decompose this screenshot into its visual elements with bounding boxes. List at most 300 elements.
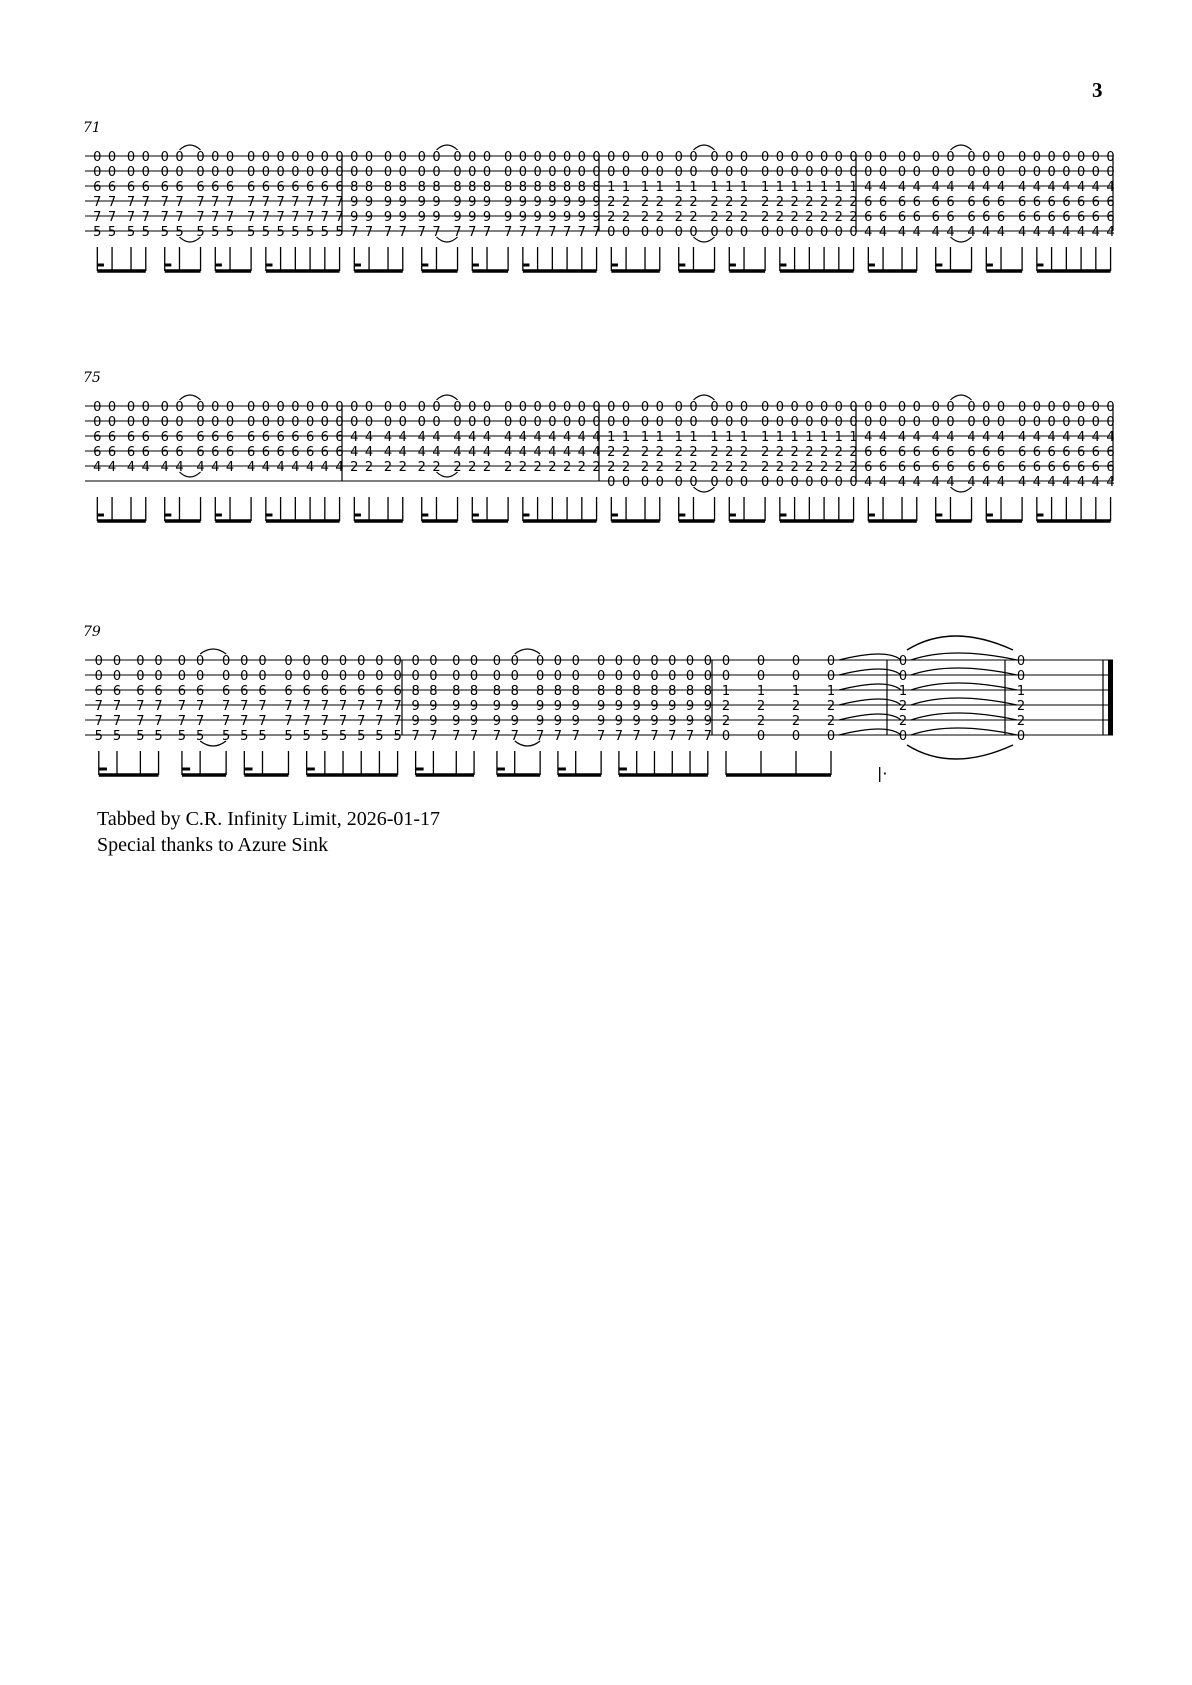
- fret-number: 0: [710, 475, 719, 490]
- fret-number: 7: [246, 210, 256, 225]
- fret-number: 6: [136, 684, 145, 699]
- fret-number: 0: [725, 165, 734, 180]
- fret-number: 5: [225, 225, 235, 240]
- fret-number: 0: [364, 150, 374, 165]
- fret-number: 6: [864, 445, 873, 460]
- fret-number: 0: [849, 150, 858, 165]
- fret-number: 6: [160, 180, 169, 195]
- fret-number: 0: [864, 150, 873, 165]
- fret-number: 6: [211, 445, 220, 460]
- fret-number: 0: [946, 150, 955, 165]
- fret-number: 4: [1076, 430, 1086, 445]
- fret-number: 0: [1047, 150, 1056, 165]
- fret-number: 7: [196, 210, 205, 225]
- fret-number: 6: [931, 445, 940, 460]
- fret-number: 0: [790, 150, 799, 165]
- fret-number: 0: [878, 415, 888, 430]
- fret-number: 7: [492, 729, 502, 744]
- fret-number: 0: [107, 150, 117, 165]
- fret-number: 6: [1017, 210, 1027, 225]
- fret-number: 7: [246, 195, 256, 210]
- fret-number: 0: [383, 150, 393, 165]
- fret-number: 7: [258, 699, 267, 714]
- fret-number: 0: [432, 165, 441, 180]
- fret-number: 6: [931, 460, 940, 475]
- fret-number: 4: [126, 460, 136, 475]
- fret-number: 0: [211, 165, 220, 180]
- fret-number: 2: [725, 445, 734, 460]
- fret-number: 8: [668, 684, 677, 699]
- fret-number: 6: [302, 684, 311, 699]
- fret-number: 0: [1062, 165, 1071, 180]
- fret-number: 7: [562, 225, 572, 240]
- fret-number: 5: [320, 225, 329, 240]
- fret-number: 7: [632, 729, 641, 744]
- fret-number: 6: [276, 180, 285, 195]
- fret-number: 2: [674, 210, 683, 225]
- fret-number: 0: [350, 400, 359, 415]
- fret-number: 4: [503, 430, 513, 445]
- fret-number: 4: [1062, 430, 1071, 445]
- fret-number: 4: [350, 430, 359, 445]
- fret-number: 9: [577, 210, 586, 225]
- fret-number: 6: [305, 180, 315, 195]
- fret-number: 2: [577, 460, 586, 475]
- fret-number: 0: [760, 400, 770, 415]
- fret-number: 1: [775, 180, 784, 195]
- fret-number: 6: [931, 210, 940, 225]
- fret-number: 2: [826, 699, 836, 714]
- fret-number: 7: [195, 699, 205, 714]
- fret-number: 6: [982, 445, 991, 460]
- fret-number: 2: [721, 714, 731, 729]
- fret-number: 7: [533, 225, 542, 240]
- fret-number: 2: [826, 714, 836, 729]
- fret-number: 2: [756, 699, 766, 714]
- fret-number: 0: [689, 150, 698, 165]
- fret-number: 7: [518, 225, 527, 240]
- fret-number: 1: [760, 430, 770, 445]
- fret-number: 6: [276, 445, 285, 460]
- fret-number: 7: [393, 714, 402, 729]
- fret-number: 9: [350, 195, 359, 210]
- fret-number: 7: [417, 225, 426, 240]
- fret-number: 0: [689, 225, 698, 240]
- fret-number: 0: [469, 654, 479, 669]
- fret-number: 0: [276, 400, 285, 415]
- fret-number: 0: [364, 165, 374, 180]
- fret-number: 8: [469, 684, 479, 699]
- fret-number: 9: [650, 714, 659, 729]
- fret-number: 9: [510, 714, 519, 729]
- fret-number: 0: [912, 165, 921, 180]
- fret-number: 9: [468, 195, 477, 210]
- fret-number: 0: [864, 400, 873, 415]
- fret-number: 8: [703, 684, 712, 699]
- tie-arc: [911, 653, 1017, 660]
- fret-number: 0: [982, 165, 991, 180]
- fret-number: 4: [982, 180, 991, 195]
- fret-number: 4: [1091, 225, 1100, 240]
- fret-number: 0: [1047, 415, 1056, 430]
- fret-number: 0: [468, 150, 477, 165]
- fret-number: 0: [320, 165, 329, 180]
- fret-number: 0: [592, 165, 601, 180]
- fret-number: 0: [357, 654, 366, 669]
- fret-number: 5: [291, 225, 300, 240]
- fret-number: 2: [1016, 699, 1026, 714]
- fret-number: 9: [469, 699, 479, 714]
- fret-number: 0: [548, 165, 557, 180]
- fret-number: 9: [571, 699, 580, 714]
- fret-number: 7: [302, 714, 311, 729]
- fret-number: 4: [996, 180, 1006, 195]
- fret-number: 7: [393, 699, 402, 714]
- fret-number: 9: [614, 699, 624, 714]
- fret-number: 4: [878, 430, 888, 445]
- fret-number: 7: [211, 210, 220, 225]
- fret-number: 4: [897, 225, 907, 240]
- fret-number: 4: [967, 180, 976, 195]
- fret-number: 4: [432, 430, 441, 445]
- fret-number: 4: [946, 430, 955, 445]
- fret-number: 0: [710, 150, 719, 165]
- fret-number: 7: [160, 210, 169, 225]
- fret-number: 7: [375, 714, 384, 729]
- fret-number: 0: [689, 415, 698, 430]
- fret-number: 2: [805, 460, 814, 475]
- fret-number: 0: [320, 669, 329, 684]
- fret-number: 6: [1062, 210, 1071, 225]
- fret-number: 6: [878, 195, 888, 210]
- fret-number: 9: [592, 210, 601, 225]
- fret-number: 4: [967, 225, 976, 240]
- fret-number: 0: [533, 400, 542, 415]
- fret-number: 0: [160, 165, 169, 180]
- fret-number: 8: [503, 180, 513, 195]
- fret-number: 0: [655, 415, 664, 430]
- fret-number: 2: [482, 460, 492, 475]
- fret-number: 6: [1047, 445, 1056, 460]
- fret-number: 4: [93, 460, 102, 475]
- fret-number: 6: [1047, 210, 1056, 225]
- fret-number: 0: [864, 415, 873, 430]
- fret-number: 8: [577, 180, 586, 195]
- fret-number: 0: [878, 400, 888, 415]
- fret-number: 7: [320, 195, 329, 210]
- fret-number: 0: [291, 165, 300, 180]
- fret-number: 7: [177, 699, 187, 714]
- fret-number: 1: [760, 180, 770, 195]
- fret-number: 0: [834, 415, 843, 430]
- tie-arc: [911, 668, 1017, 675]
- fret-number: 0: [553, 669, 563, 684]
- fret-number: 0: [305, 150, 315, 165]
- fret-number: 7: [553, 729, 563, 744]
- fret-number: 0: [482, 415, 492, 430]
- fret-number: 0: [468, 415, 477, 430]
- fret-number: 6: [175, 180, 184, 195]
- fret-number: 7: [335, 210, 344, 225]
- fret-number: 0: [417, 165, 426, 180]
- fret-number: 0: [897, 150, 907, 165]
- fret-number: 2: [834, 445, 843, 460]
- fret-number: 0: [417, 415, 426, 430]
- fret-number: 6: [1076, 210, 1086, 225]
- fret-number: 1: [1016, 684, 1026, 699]
- fret-number: 8: [411, 684, 420, 699]
- fret-number: 0: [577, 400, 586, 415]
- fret-number: 1: [640, 180, 650, 195]
- fret-number: 2: [775, 195, 784, 210]
- fret-number: 4: [1062, 225, 1071, 240]
- fret-number: 9: [398, 210, 407, 225]
- fret-number: 4: [912, 225, 921, 240]
- fret-number: 8: [553, 684, 563, 699]
- fret-number: 0: [482, 165, 492, 180]
- fret-number: 6: [175, 430, 184, 445]
- fret-number: 0: [1062, 415, 1071, 430]
- fret-number: 6: [196, 445, 205, 460]
- fret-number: 6: [393, 684, 402, 699]
- fret-number: 0: [849, 475, 858, 490]
- measure-number: 71: [83, 120, 101, 136]
- fret-number: 0: [94, 654, 103, 669]
- fret-number: 9: [429, 714, 438, 729]
- fret-number: 2: [805, 210, 814, 225]
- fret-number: 4: [468, 445, 477, 460]
- fret-number: 7: [221, 714, 231, 729]
- fret-number: 8: [350, 180, 359, 195]
- fret-number: 0: [655, 150, 664, 165]
- fret-number: 0: [689, 400, 698, 415]
- fret-number: 0: [261, 150, 270, 165]
- fret-number: 0: [721, 669, 731, 684]
- fret-number: 2: [791, 699, 801, 714]
- fret-number: 0: [725, 225, 734, 240]
- fret-number: 0: [93, 150, 102, 165]
- fret-number: 0: [640, 165, 650, 180]
- fret-number: 1: [805, 180, 814, 195]
- fret-number: 7: [357, 714, 366, 729]
- fret-number: 6: [335, 445, 344, 460]
- fret-number: 7: [375, 699, 384, 714]
- fret-number: 6: [912, 195, 921, 210]
- fret-number: 2: [640, 445, 650, 460]
- fret-number: 2: [725, 195, 734, 210]
- fret-number: 0: [756, 669, 766, 684]
- fret-number: 0: [453, 150, 462, 165]
- fret-number: 0: [126, 415, 136, 430]
- fret-number: 0: [1017, 165, 1027, 180]
- fret-number: 0: [126, 150, 136, 165]
- fret-number: 4: [931, 475, 940, 490]
- fret-number: 8: [592, 180, 601, 195]
- fret-number: 0: [335, 165, 344, 180]
- fret-number: 2: [849, 445, 858, 460]
- fret-number: 0: [175, 415, 184, 430]
- fret-number: 0: [258, 669, 267, 684]
- fret-number: 5: [393, 729, 402, 744]
- fret-number: 7: [350, 225, 359, 240]
- fret-number: 6: [946, 195, 955, 210]
- fret-number: 0: [703, 654, 712, 669]
- fret-number: 9: [364, 210, 374, 225]
- fret-number: 4: [453, 430, 462, 445]
- fret-number: 4: [1076, 225, 1086, 240]
- fret-number: 2: [725, 210, 734, 225]
- fret-number: 4: [864, 225, 873, 240]
- page-number: 3: [1092, 78, 1103, 102]
- tie-arc: [839, 684, 901, 690]
- fret-number: 0: [819, 400, 829, 415]
- fret-number: 0: [258, 654, 267, 669]
- fret-number: 0: [1017, 415, 1027, 430]
- fret-number: 6: [1062, 195, 1071, 210]
- fret-number: 0: [931, 150, 940, 165]
- fret-number: 7: [592, 225, 601, 240]
- fret-number: 0: [518, 150, 527, 165]
- fret-number: 0: [417, 150, 426, 165]
- tie-arc: [839, 714, 901, 720]
- fret-number: 4: [383, 445, 393, 460]
- fret-number: 4: [946, 225, 955, 240]
- fret-number: 5: [107, 225, 117, 240]
- fret-number: 0: [195, 654, 205, 669]
- fret-number: 4: [398, 430, 407, 445]
- fret-number: 0: [864, 165, 873, 180]
- fret-number: 0: [196, 165, 205, 180]
- fret-number: 0: [338, 669, 348, 684]
- fret-number: 6: [1091, 195, 1100, 210]
- fret-number: 1: [655, 180, 664, 195]
- fret-number: 0: [221, 654, 231, 669]
- fret-number: 6: [897, 195, 907, 210]
- fret-number: 0: [790, 475, 799, 490]
- fret-number: 7: [596, 729, 606, 744]
- fret-number: 7: [364, 225, 374, 240]
- fret-number: 9: [503, 210, 513, 225]
- fret-number: 4: [1032, 430, 1041, 445]
- fret-number: 0: [93, 415, 102, 430]
- fret-number: 0: [689, 165, 698, 180]
- fret-number: 6: [291, 430, 300, 445]
- fret-number: 5: [94, 729, 103, 744]
- fret-number: 0: [535, 669, 545, 684]
- fret-number: 0: [725, 415, 734, 430]
- fret-number: 0: [211, 415, 220, 430]
- fret-number: 7: [614, 729, 624, 744]
- fret-number: 0: [596, 669, 606, 684]
- fret-number: 5: [126, 225, 136, 240]
- fret-number: 2: [819, 195, 829, 210]
- fret-number: 4: [1047, 225, 1056, 240]
- fret-number: 7: [126, 210, 136, 225]
- fret-number: 4: [967, 430, 976, 445]
- fret-number: 7: [107, 195, 117, 210]
- fret-number: 0: [1062, 400, 1071, 415]
- fret-number: 0: [383, 400, 393, 415]
- fret-number: 2: [607, 195, 616, 210]
- fret-number: 7: [258, 714, 267, 729]
- fret-number: 1: [791, 684, 801, 699]
- fret-number: 9: [535, 699, 545, 714]
- fret-number: 2: [674, 445, 683, 460]
- fret-number: 4: [1032, 225, 1041, 240]
- fret-number: 7: [650, 729, 659, 744]
- fret-number: 0: [1106, 400, 1115, 415]
- fret-number: 4: [383, 430, 393, 445]
- fret-number: 5: [196, 225, 205, 240]
- fret-number: 8: [398, 180, 407, 195]
- fret-number: 6: [335, 430, 344, 445]
- fret-number: 6: [196, 180, 205, 195]
- fret-number: 0: [136, 669, 145, 684]
- fret-number: 0: [632, 654, 641, 669]
- fret-number: 0: [518, 400, 527, 415]
- fret-number: 4: [897, 475, 907, 490]
- fret-number: 0: [721, 654, 731, 669]
- fret-number: 0: [1106, 150, 1115, 165]
- fret-number: 0: [112, 654, 122, 669]
- fret-number: 8: [535, 684, 545, 699]
- fret-number: 0: [468, 165, 477, 180]
- fret-number: 0: [1032, 165, 1041, 180]
- fret-number: 4: [982, 430, 991, 445]
- tie-arc: [839, 669, 901, 675]
- fret-number: 9: [685, 699, 695, 714]
- fret-number: 7: [154, 699, 163, 714]
- fret-number: 4: [432, 445, 441, 460]
- fret-number: 1: [898, 684, 908, 699]
- fret-number: 0: [1091, 165, 1100, 180]
- fret-number: 7: [383, 225, 393, 240]
- fret-number: 7: [338, 699, 348, 714]
- fret-number: 8: [453, 180, 462, 195]
- fret-number: 9: [571, 714, 580, 729]
- fret-number: 6: [996, 460, 1006, 475]
- fret-number: 6: [1062, 460, 1071, 475]
- fret-number: 0: [621, 150, 631, 165]
- fret-number: 6: [1106, 445, 1115, 460]
- fret-number: 0: [967, 400, 976, 415]
- fret-number: 7: [261, 195, 270, 210]
- fret-number: 7: [469, 729, 479, 744]
- fret-number: 1: [725, 430, 734, 445]
- fret-number: 1: [689, 180, 698, 195]
- fret-number: 0: [320, 150, 329, 165]
- fret-number: 7: [211, 195, 220, 210]
- fret-number: 9: [453, 195, 462, 210]
- fret-number: 5: [284, 729, 293, 744]
- fret-number: 6: [946, 445, 955, 460]
- fret-number: 4: [276, 460, 285, 475]
- fret-number: 1: [790, 430, 799, 445]
- fret-number: 0: [834, 165, 843, 180]
- fret-number: 2: [790, 195, 799, 210]
- fret-number: 2: [503, 460, 513, 475]
- fret-number: 8: [596, 684, 606, 699]
- fret-number: 1: [775, 430, 784, 445]
- fret-number: 1: [790, 180, 799, 195]
- fret-number: 6: [1017, 460, 1027, 475]
- fret-number: 5: [302, 729, 311, 744]
- fret-number: 0: [849, 400, 858, 415]
- fret-number: 0: [1106, 415, 1115, 430]
- fret-number: 0: [562, 165, 572, 180]
- fret-number: 8: [571, 684, 580, 699]
- fret-number: 0: [621, 475, 631, 490]
